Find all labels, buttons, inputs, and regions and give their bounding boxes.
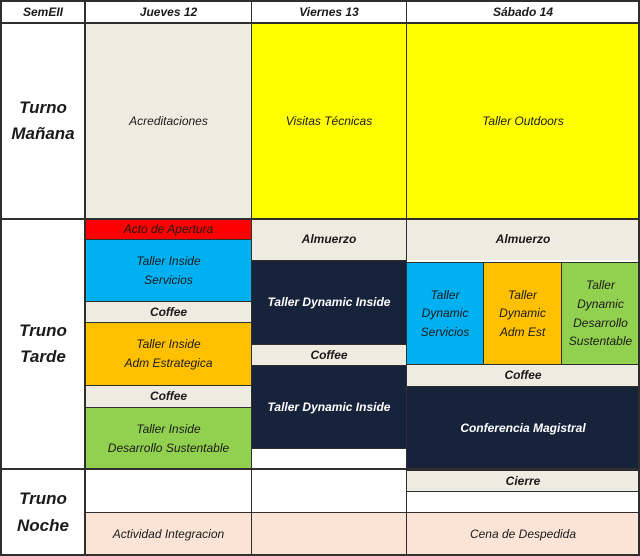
sabado-empty — [406, 491, 640, 513]
sabado-taller-servicios: Taller Dynamic Servicios — [406, 262, 484, 365]
viernes-night-empty — [251, 512, 407, 556]
header-viernes: Viernes 13 — [251, 0, 407, 24]
sabado-conferencia-magistral: Conferencia Magistral — [406, 386, 640, 471]
header-sabado: Sábado 14 — [406, 0, 640, 24]
jueves-coffee-2: Coffee — [85, 385, 252, 408]
sabado-cena-despedida: Cena de Despedida — [406, 512, 640, 556]
shift-morning-label: Turno Mañana — [0, 23, 86, 219]
jueves-acto-apertura: Acto de Apertura — [85, 218, 252, 240]
jueves-actividad-integracion: Actividad Integracion — [85, 512, 252, 556]
sabado-taller-outdoors: Taller Outdoors — [406, 23, 640, 219]
viernes-almuerzo: Almuerzo — [251, 218, 407, 261]
viernes-taller-dynamic-1: Taller Dynamic Inside — [251, 260, 407, 345]
jueves-night-empty — [85, 469, 252, 513]
jueves-taller-servicios: Taller Inside Servicios — [85, 239, 252, 302]
sabado-cierre: Cierre — [406, 470, 640, 492]
jueves-acreditaciones: Acreditaciones — [85, 23, 252, 219]
header-jueves: Jueves 12 — [85, 0, 252, 24]
sabado-almuerzo: Almuerzo — [406, 218, 640, 261]
sabado-taller-adm: Taller Dynamic Adm Est — [483, 262, 562, 365]
viernes-visitas-tecnicas: Visitas Técnicas — [251, 23, 407, 219]
jueves-taller-adm: Taller Inside Adm Estrategica — [85, 322, 252, 386]
viernes-taller-dynamic-2: Taller Dynamic Inside — [251, 365, 407, 449]
shift-night-label: Truno Noche — [0, 469, 86, 556]
jueves-coffee-1: Coffee — [85, 301, 252, 323]
shift-afternoon-label: Truno Tarde — [0, 218, 86, 470]
sabado-taller-desarrollo: Taller Dynamic Desarrollo Sustentable — [561, 262, 640, 365]
sabado-coffee: Coffee — [406, 364, 640, 387]
corner-header: SemEII — [0, 0, 86, 24]
jueves-taller-desarrollo: Taller Inside Desarrollo Sustentable — [85, 407, 252, 470]
viernes-coffee: Coffee — [251, 344, 407, 366]
viernes-empty — [251, 448, 407, 513]
